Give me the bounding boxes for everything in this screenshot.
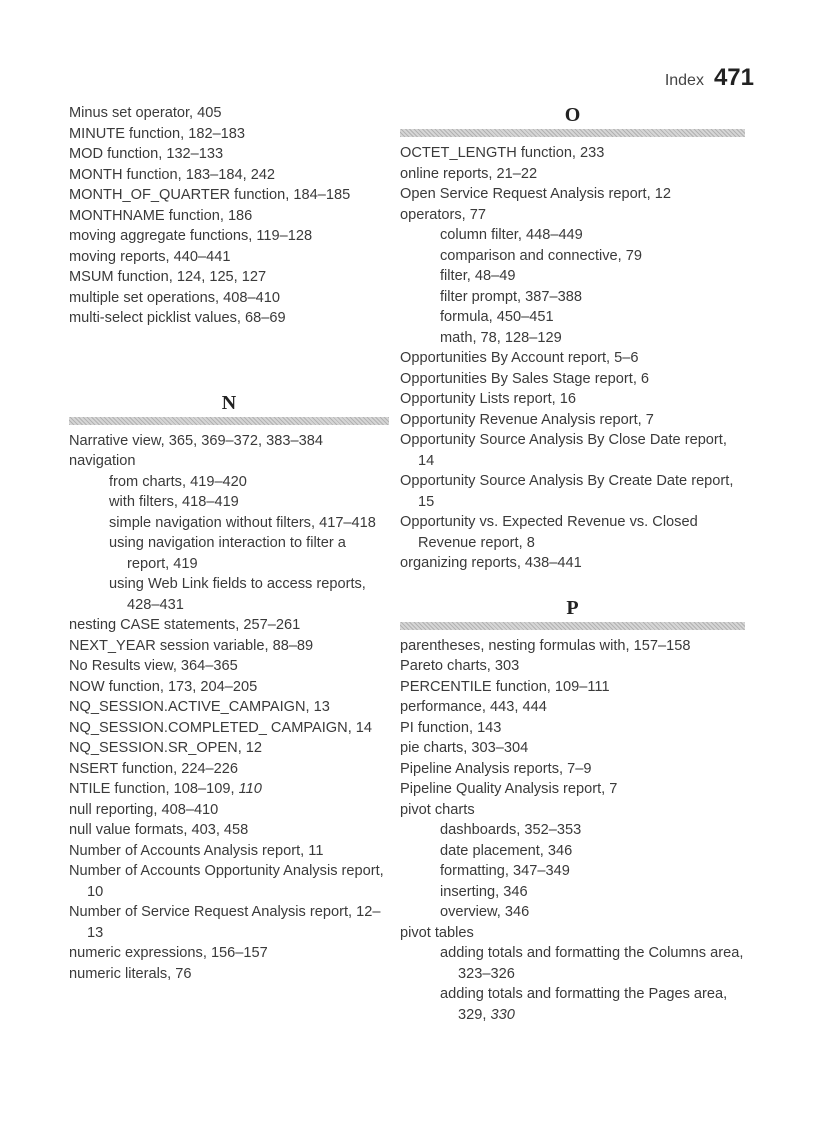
index-entry <box>69 943 389 964</box>
entry-text: NTILE function, 108–109, <box>69 781 239 797</box>
index-entry <box>69 267 389 288</box>
index-entry <box>69 861 389 902</box>
index-subentry <box>400 820 745 841</box>
entry-text: nesting CASE statements, 257–261 <box>69 617 301 633</box>
entry-text: Number of Accounts Opportunity Analysis report, 10 <box>69 863 384 900</box>
entry-text: NQ_SESSION.ACTIVE_CAMPAIGN, 13 <box>69 699 330 715</box>
entry-text: overview, 346 <box>440 904 530 920</box>
index-entry <box>69 124 389 145</box>
index-entry <box>400 143 745 164</box>
index-subentry <box>400 287 745 308</box>
index-subentry <box>400 841 745 862</box>
index-entry <box>400 923 745 944</box>
entry-text: from charts, 419–420 <box>109 473 247 490</box>
index-entry <box>69 247 389 268</box>
index-entry <box>69 902 389 943</box>
entry-text: performance, 443, 444 <box>400 699 547 715</box>
entry-text: NSERT function, 224–226 <box>69 760 239 777</box>
index-entry <box>69 206 389 227</box>
o-entries <box>400 143 745 574</box>
index-entry <box>400 369 745 390</box>
entry-text: MONTH_OF_QUARTER function, 184–185 <box>69 187 351 203</box>
index-subentry <box>400 246 745 267</box>
index-subentry <box>69 472 389 493</box>
entry-text: operators, 77 <box>400 206 486 223</box>
entry-text: NEXT_YEAR session variable, 88–89 <box>69 637 314 654</box>
index-entry <box>69 800 389 821</box>
right-column <box>400 103 745 1025</box>
section-letter-p: P <box>566 596 579 619</box>
index-entry <box>69 636 389 657</box>
index-entry <box>400 697 745 718</box>
index-entry <box>69 820 389 841</box>
entry-text: adding totals and formatting the Columns area, 323–326 <box>440 945 744 982</box>
section-divider-n <box>69 417 389 425</box>
entry-text: Pipeline Quality Analysis report, 7 <box>400 781 618 797</box>
entry-text: navigation <box>69 453 136 469</box>
index-entry <box>69 615 389 636</box>
entry-text: Opportunity Source Analysis By Close Date report, 14 <box>400 432 727 469</box>
entry-text: using navigation interaction to filter a report, 419 <box>109 535 346 572</box>
index-subentry <box>400 266 745 287</box>
index-subentry <box>400 307 745 328</box>
index-subentry <box>400 225 745 246</box>
entry-text: Opportunity Source Analysis By Create Date report, 15 <box>400 473 734 510</box>
index-subentry <box>400 861 745 882</box>
index-entry <box>400 410 745 431</box>
section-divider-o <box>400 129 745 137</box>
index-entry <box>400 759 745 780</box>
index-entry <box>69 226 389 247</box>
entry-text: MINUTE function, 182–183 <box>69 125 246 142</box>
index-entry <box>400 718 745 739</box>
section-letter-n: N <box>221 391 237 414</box>
left-column <box>69 103 389 984</box>
index-subentry <box>69 574 389 615</box>
index-entry <box>400 738 745 759</box>
entry-text: Opportunity Revenue Analysis report, 7 <box>400 411 654 428</box>
entry-text: NQ_SESSION.SR_OPEN, 12 <box>69 740 263 756</box>
entry-text: filter prompt, 387–388 <box>440 288 582 305</box>
index-entry <box>69 841 389 862</box>
index-entry <box>69 759 389 780</box>
entry-text: Opportunities By Account report, 5–6 <box>400 350 639 366</box>
index-entry <box>69 738 389 759</box>
index-entry <box>400 779 745 800</box>
entry-text: No Results view, 364–365 <box>69 658 238 674</box>
index-subentry <box>400 984 745 1025</box>
entry-text: NQ_SESSION.COMPLETED_ CAMPAIGN, 14 <box>69 719 373 736</box>
index-entry <box>69 431 389 452</box>
entry-text: pie charts, 303–304 <box>400 740 529 756</box>
index-entry <box>400 348 745 369</box>
entry-text: null value formats, 403, 458 <box>69 822 249 838</box>
entry-text: Narrative view, 365, 369–372, 383–384 <box>69 432 323 449</box>
entry-text: Number of Accounts Analysis report, 11 <box>69 842 324 859</box>
entry-text: OCTET_LENGTH function, 233 <box>400 145 605 161</box>
entry-text: with filters, 418–419 <box>109 494 239 510</box>
index-entry <box>69 677 389 698</box>
index-entry <box>400 389 745 410</box>
index-entry <box>69 779 389 800</box>
entry-text: formatting, 347–349 <box>440 863 570 879</box>
index-entry <box>69 451 389 472</box>
index-subentry <box>400 902 745 923</box>
index-entry <box>69 964 389 985</box>
entry-text: numeric expressions, 156–157 <box>69 945 268 961</box>
entry-text: inserting, 346 <box>440 883 528 900</box>
entry-text: date placement, 346 <box>440 842 573 859</box>
index-entry <box>69 165 389 186</box>
entry-text: Minus set operator, 405 <box>69 105 222 121</box>
entry-text: filter, 48–49 <box>440 268 516 284</box>
index-subentry <box>400 882 745 903</box>
entry-text: moving aggregate functions, 119–128 <box>69 228 313 244</box>
entry-text: Number of Service Request Analysis report, 12–13 <box>69 904 381 941</box>
index-entry <box>69 103 389 124</box>
index-entry <box>69 185 389 206</box>
section-divider-p <box>400 622 745 630</box>
section-letter-o: O <box>564 104 581 126</box>
index-subentry <box>69 533 389 574</box>
header-label: Index <box>664 72 704 89</box>
entry-text: comparison and connective, 79 <box>440 247 643 264</box>
entry-text: organizing reports, 438–441 <box>400 555 582 571</box>
index-entry <box>400 636 745 657</box>
index-entry <box>400 205 745 226</box>
entry-text: pivot tables <box>400 924 474 941</box>
index-entry <box>400 512 745 553</box>
entry-text: Opportunities By Sales Stage report, 6 <box>400 370 650 387</box>
entry-text: MONTHNAME function, 186 <box>69 207 253 224</box>
entry-text: simple navigation without filters, 417–418 <box>109 514 376 531</box>
page-number: 471 <box>713 64 754 91</box>
entry-text: multiple set operations, 408–410 <box>69 289 280 306</box>
entry-text: Pareto charts, 303 <box>400 658 520 674</box>
running-header <box>665 64 754 92</box>
entry-text: online reports, 21–22 <box>400 165 538 182</box>
entry-text: math, 78, 128–129 <box>440 329 562 346</box>
entry-text: Opportunity Lists report, 16 <box>400 391 577 407</box>
entry-text: MONTH function, 183–184, 242 <box>69 166 276 183</box>
index-entry <box>400 471 745 512</box>
index-subentry <box>400 943 745 984</box>
entry-text: pivot charts <box>400 801 475 818</box>
index-entry <box>400 164 745 185</box>
index-entry <box>400 677 745 698</box>
entry-text: Pipeline Analysis reports, 7–9 <box>400 760 592 777</box>
entry-text: PI function, 143 <box>400 719 502 736</box>
entry-text: parentheses, nesting formulas with, 157–158 <box>400 637 691 654</box>
entry-text: MSUM function, 124, 125, 127 <box>69 269 267 285</box>
index-entry <box>69 144 389 165</box>
entry-text: MOD function, 132–133 <box>69 146 224 162</box>
entry-text: adding totals and formatting the Pages area, 329, <box>440 986 728 1023</box>
entry-text: numeric literals, 76 <box>69 965 192 982</box>
index-subentry <box>69 513 389 534</box>
m-entries <box>69 103 389 329</box>
entry-text: using Web Link fields to access reports, 428–431 <box>109 576 366 613</box>
index-subentry <box>69 492 389 513</box>
entry-text: PERCENTILE function, 109–111 <box>400 678 610 695</box>
index-entry <box>400 184 745 205</box>
index-entry <box>400 430 745 471</box>
italic-page-ref: 330 <box>490 1006 515 1023</box>
index-entry <box>69 718 389 739</box>
index-entry <box>69 697 389 718</box>
index-entry <box>69 288 389 309</box>
p-entries <box>400 636 745 1026</box>
index-entry <box>400 656 745 677</box>
entry-text: moving reports, 440–441 <box>69 248 231 265</box>
index-entry <box>69 656 389 677</box>
entry-text: Opportunity vs. Expected Revenue vs. Closed Revenue report, 8 <box>400 514 698 551</box>
index-subentry <box>400 328 745 349</box>
index-entry <box>400 553 745 574</box>
entry-text: dashboards, 352–353 <box>440 822 582 838</box>
entry-text: null reporting, 408–410 <box>69 801 219 818</box>
entry-text: NOW function, 173, 204–205 <box>69 678 258 695</box>
entry-text: formula, 450–451 <box>440 309 554 325</box>
entry-text: Open Service Request Analysis report, 12 <box>400 186 671 202</box>
entry-text: column filter, 448–449 <box>440 227 583 243</box>
entry-text: multi-select picklist values, 68–69 <box>69 310 286 326</box>
index-entry <box>400 800 745 821</box>
index-entry <box>69 308 389 329</box>
italic-page-ref: 110 <box>238 781 262 797</box>
n-entries <box>69 431 389 985</box>
